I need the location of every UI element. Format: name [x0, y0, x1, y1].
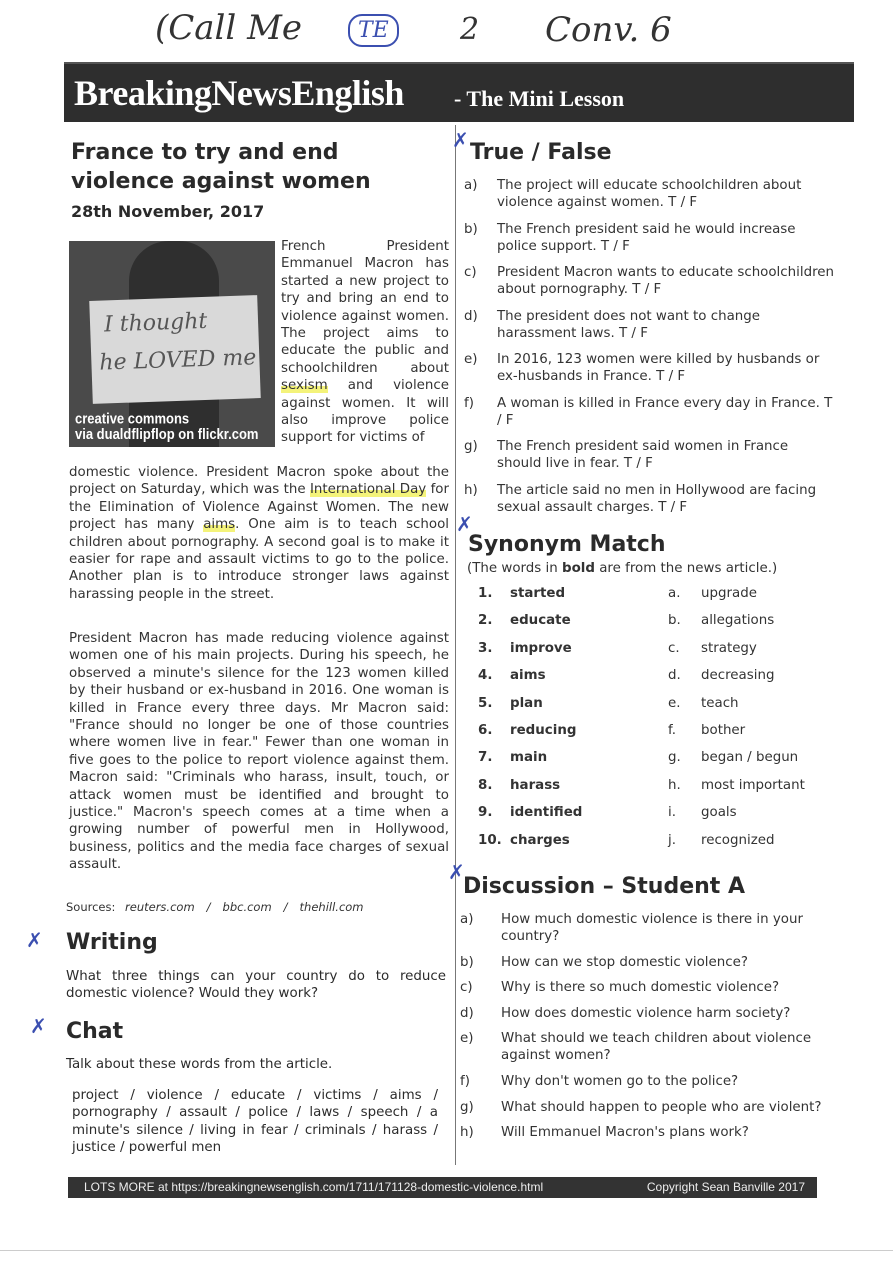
- instr-text-cont: are from the news article.): [594, 561, 778, 576]
- intro-text: French President Emmanuel Macron has started a new project to try and bring an end to violence against women. The project aims to educate the public and schoolchildren about: [281, 239, 449, 376]
- row-match: goals: [701, 805, 737, 821]
- tf-item: [464, 308, 836, 342]
- source-separator: /: [206, 900, 211, 914]
- item-letter: h): [464, 482, 478, 498]
- item-text: How does domestic violence harm society?: [501, 1005, 791, 1021]
- footer-link[interactable]: LOTS MORE at https://breakingnewsenglish.com/1711/171128-domestic-violence.html: [84, 1180, 544, 1194]
- discussion-item: [460, 1099, 842, 1116]
- article-date: 28th November, 2017: [71, 202, 265, 221]
- intro-text-cont: and violence against women. It will also improve police support for victims of: [281, 378, 449, 446]
- discussion-item: [460, 1073, 842, 1090]
- row-number: 10.: [478, 832, 502, 848]
- handwritten-number: 2: [460, 12, 480, 47]
- sources-label: Sources:: [66, 900, 116, 914]
- item-letter: g): [460, 1099, 474, 1115]
- tf-item: [464, 351, 836, 385]
- row-word: charges: [510, 832, 570, 848]
- row-letter: c.: [668, 640, 680, 656]
- item-text: How much domestic violence is there in your country?: [501, 912, 803, 944]
- discussion-item: [460, 1124, 842, 1141]
- intro-full-after: . One aim is to teach school children about pornography. A second goal is to make it easier for rape and assault victims to go to the police. Another plan is to introduce stronger laws against harassing people in the street.: [69, 517, 449, 602]
- synonym-row: [478, 613, 838, 640]
- row-word: educate: [510, 613, 571, 629]
- row-match: strategy: [701, 640, 757, 656]
- row-word: harass: [510, 777, 561, 793]
- discussion-item: [460, 1005, 842, 1022]
- photo-sign: [89, 295, 260, 404]
- writing-prompt: What three things can your country do to reduce domestic violence? Would they work?: [66, 969, 446, 1001]
- photo-credit: [75, 412, 258, 443]
- row-number: 6.: [478, 722, 493, 738]
- source-separator: /: [283, 900, 288, 914]
- synonym-row: [478, 805, 838, 832]
- source-link: reuters.com: [125, 900, 195, 914]
- item-letter: e): [464, 352, 478, 367]
- tf-item: [464, 482, 836, 516]
- item-text: A woman is killed in France every day in France. T / F: [497, 395, 833, 428]
- source-link: thehill.com: [299, 900, 364, 914]
- row-match: bother: [701, 722, 746, 738]
- article-intro-side: [281, 238, 449, 447]
- row-word: started: [510, 586, 566, 601]
- tf-item: [464, 221, 836, 255]
- item-text: In 2016, 123 women were killed by husbands or ex-husbands in France. T / F: [497, 352, 820, 384]
- pen-check-mark-icon: ✗: [452, 128, 469, 152]
- article-title: France to try and end violence against women: [71, 140, 371, 194]
- synonym-row: [478, 723, 838, 750]
- row-number: 9.: [478, 805, 493, 821]
- header-banner: [64, 62, 854, 122]
- row-letter: j.: [668, 832, 676, 848]
- row-word: main: [510, 750, 548, 766]
- true-false-heading: True / False: [470, 140, 612, 165]
- discussion-heading: Discussion – Student A: [463, 874, 745, 899]
- synonym-row: [478, 833, 838, 860]
- item-letter: b): [460, 954, 474, 970]
- photo-credit-line2: via dualdflipflop on flickr.com: [75, 425, 259, 443]
- tf-item: [464, 177, 836, 211]
- brand-logo: BreakingNewsEnglish: [74, 73, 404, 113]
- item-letter: g): [464, 439, 478, 454]
- item-text: The French president said women in France should live in fear. T / F: [497, 439, 789, 471]
- discussion-list: [460, 911, 842, 1150]
- row-number: 4.: [478, 668, 493, 684]
- synonym-row: [478, 750, 838, 777]
- tf-item: [464, 264, 836, 298]
- row-match: allegations: [701, 613, 775, 629]
- item-text: President Macron wants to educate schoolchildren about pornography. T / F: [497, 265, 835, 297]
- item-text: Why is there so much domestic violence?: [501, 980, 780, 996]
- item-text: Will Emmanuel Macron's plans work?: [501, 1125, 749, 1141]
- synonym-table: [478, 586, 838, 860]
- item-text: Why don't women go to the police?: [501, 1073, 739, 1089]
- instr-bold: bold: [562, 561, 595, 576]
- article-photo: [69, 241, 275, 447]
- row-number: 7.: [478, 750, 493, 766]
- intro-full-text: domestic violence. President Macron spoke about the project on Saturday, which was the: [69, 465, 449, 498]
- synonym-instructions: [467, 561, 777, 576]
- synonym-row: [478, 586, 838, 613]
- row-word: reducing: [510, 722, 577, 738]
- highlighted-word: sexism: [281, 378, 328, 394]
- row-letter: h.: [668, 777, 681, 793]
- item-letter: a): [464, 178, 478, 193]
- item-letter: f): [464, 395, 474, 411]
- highlighted-word-aims: aims: [203, 517, 236, 533]
- footer-copyright: Copyright Sean Banville 2017: [646, 1180, 805, 1194]
- row-match: teach: [701, 695, 739, 711]
- row-match: decreasing: [701, 668, 775, 684]
- item-letter: d): [460, 1005, 474, 1021]
- row-letter: i.: [668, 805, 676, 821]
- item-text: What should we teach children about violence against women?: [501, 1031, 812, 1064]
- chat-heading: Chat: [66, 1019, 124, 1044]
- pen-check-mark-icon: ✗: [26, 928, 43, 952]
- sign-text-line1: I thought: [103, 308, 208, 338]
- row-letter: d.: [668, 668, 681, 684]
- article-intro-full: [69, 464, 449, 603]
- row-number: 5.: [478, 695, 493, 711]
- item-letter: a): [460, 912, 474, 927]
- row-letter: g.: [668, 750, 681, 766]
- item-letter: c): [460, 980, 473, 996]
- discussion-item: [460, 954, 842, 971]
- row-word: identified: [510, 805, 583, 821]
- tf-item: [464, 438, 836, 472]
- item-text: The French president said he would increase police support. T / F: [497, 221, 796, 254]
- tf-item: [464, 395, 836, 429]
- article-paragraph-2: President Macron has made reducing violence against women one of his main projects. During his speech, he observed a minute's silence for the 123 women killed by their husband or ex-husband in 2016. One woman is killed in France every three days. Mr Macron said: "France should no longer be one of those countries where women live in fear." Fewer than one woman in five goes to the police to report violence against them. Macron said: "Criminals who harass, insult, touch, or attack women must be identified and brought to justice." Macron's speech comes at a time when a growing number of powerful men in Hollywood, business, politics and the media face charges of sexual assault.: [69, 631, 449, 873]
- banner-subtitle: - The Mini Lesson: [454, 86, 625, 111]
- synonym-row: [478, 778, 838, 805]
- synonym-heading: Synonym Match: [468, 532, 666, 557]
- footer-bar: [68, 1177, 817, 1198]
- handwritten-boxed-mark: TE: [348, 14, 399, 47]
- item-text: The article said no men in Hollywood are facing sexual assault charges. T / F: [497, 482, 817, 515]
- row-number: 2.: [478, 613, 493, 629]
- row-number: 3.: [478, 640, 493, 656]
- item-text: The project will educate schoolchildren about violence against women. T / F: [497, 178, 802, 210]
- item-text: How can we stop domestic violence?: [501, 954, 748, 970]
- row-match: upgrade: [701, 586, 757, 601]
- handwritten-conv: Conv. 6: [545, 10, 672, 50]
- row-number: 8.: [478, 777, 493, 793]
- item-letter: e): [460, 1031, 474, 1047]
- sign-text-line2: he LOVED me: [98, 345, 257, 376]
- pen-check-mark-icon: ✗: [30, 1014, 47, 1038]
- row-letter: e.: [668, 695, 681, 711]
- pen-check-mark-icon: ✗: [448, 860, 465, 884]
- true-false-list: [464, 177, 836, 525]
- row-letter: b.: [668, 613, 681, 629]
- source-link: bbc.com: [222, 900, 272, 914]
- item-letter: c): [464, 265, 477, 280]
- writing-heading: Writing: [66, 930, 158, 955]
- column-divider: [455, 125, 456, 1165]
- synonym-row: [478, 668, 838, 695]
- chat-word-list: project / violence / educate / victims / aims / pornography / assault / police / laws / speech / a minute's silence / living in fear / criminals / harass / justice / powerful men: [72, 1088, 438, 1156]
- row-letter: a.: [668, 586, 681, 601]
- row-word: plan: [510, 695, 543, 711]
- intro-full-mid: for the Elimination of Violence Against Women. The new project has many: [69, 482, 449, 533]
- row-letter: f.: [668, 722, 676, 738]
- pen-check-mark-icon: ✗: [456, 512, 473, 536]
- highlighted-phrase: International Day: [309, 482, 427, 498]
- item-letter: f): [460, 1073, 470, 1089]
- row-match: most important: [701, 777, 805, 793]
- row-word: improve: [510, 640, 572, 656]
- synonym-row: [478, 696, 838, 723]
- discussion-item: [460, 979, 842, 996]
- photo-credit-line1: creative commons: [75, 410, 190, 427]
- item-text: What should happen to people who are violent?: [501, 1099, 822, 1115]
- handwritten-note: (Call Me: [155, 8, 303, 48]
- instr-text: (The words in: [467, 561, 562, 576]
- row-word: aims: [510, 668, 546, 684]
- page-edge: [0, 1250, 893, 1251]
- synonym-row: [478, 641, 838, 668]
- item-letter: d): [464, 308, 478, 324]
- row-number: 1.: [478, 586, 493, 601]
- item-letter: h): [460, 1125, 474, 1141]
- chat-intro: Talk about these words from the article.: [66, 1057, 333, 1072]
- discussion-item: [460, 911, 842, 945]
- row-match: began / begun: [701, 750, 799, 766]
- discussion-item: [460, 1030, 842, 1064]
- item-letter: b): [464, 221, 478, 237]
- item-text: The president does not want to change harassment laws. T / F: [497, 308, 761, 341]
- sources: [66, 900, 370, 914]
- row-match: recognized: [701, 832, 775, 848]
